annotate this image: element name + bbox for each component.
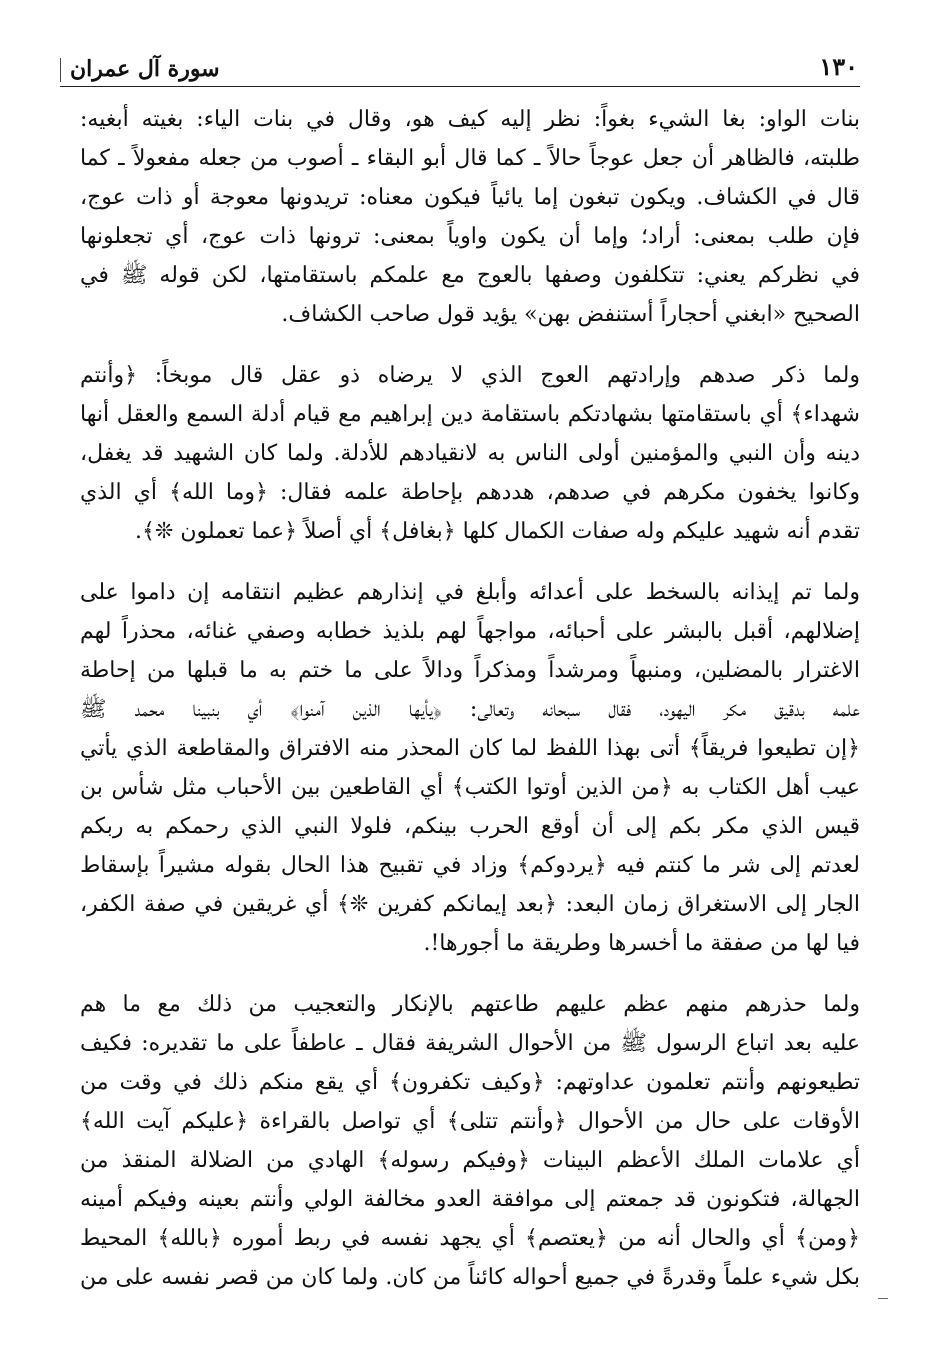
text-line: الصحيح «ابغني أحجاراً أستنفض بهن» يؤيد قول صاحب الكشاف. (281, 302, 860, 327)
text-line: أي علامات الملك الأعظم البينات ﴿وفيكم رسوله﴾ الهادي من الضلالة المنقذ من (80, 1148, 860, 1173)
text-line: ولما حذرهم منهم عظم عليهم طاعتهم بالإنكار والتعجيب من ذلك مع ما هم (80, 992, 860, 1017)
text-line: الجهالة، فتكونون قد جمعتم إلى موافقة العدو مخالفة الولي وأنتم بعينه وفيكم أمينه (80, 1187, 860, 1212)
text-line: الأوقات على حال من الأحوال ﴿وأنتم تتلى﴾ أي تواصل بالقراءة ﴿عليكم آيت الله﴾ (80, 1109, 860, 1134)
text-line: ولما تم إيذانه بالسخط على أعدائه وأبلغ في إنذارهم عظيم انتقامه إن داموا على (80, 580, 860, 605)
header-tick (60, 58, 61, 82)
text-line: قال في الكشاف. ويكون تبغون إما يائياً فيكون معناه: تريدونها معوجة أو ذات عوج، (80, 185, 860, 210)
text-line: إضلالهم، أقبل بالبشر على أحبائه، مواجهاً لهم بلذيذ خطابه وصفي غنائه، محذراً لهم (80, 619, 860, 644)
text-line: تطيعونهم وأنتم تعلمون عداوتهم: ﴿وكيف تكفرون﴾ أي يقع منكم ذلك في وقت من (80, 1070, 860, 1095)
text-line: طلبته، فالظاهر أن جعل عوجاً حالاً ـ كما قال أبو البقاء ـ أصوب من جعله مفعولاً ـ كما (80, 146, 860, 171)
text-line: في نظركم يعني: تتكلفون وصفها بالعوج مع علمكم باستقامتها، لكن قوله ﷺ في (80, 263, 860, 288)
paragraph-4 (80, 985, 860, 1297)
text-line: دينه وأن النبي والمؤمنين أولى الناس به لانقيادهم للأدلة. ولما كان الشهيد قد يغفل، (80, 441, 860, 466)
text-line: بنات الواو: بغا الشيء بغواً: نظر إليه كيف هو، وقال في بنات الياء: بغيته أبغيه: (80, 107, 860, 132)
text-line: قيس الذي مكر بكم إلى أن أوقع الحرب بينكم، فلولا النبي الذي رحمكم به ربكم (80, 814, 860, 839)
paragraph-1 (80, 100, 860, 334)
text-line: لعدتم إلى شر ما كنتم فيه ﴿يردوكم﴾ وزاد في تقبيح هذا الحال بقوله مشيراً بإسقاط (80, 853, 860, 878)
text-line: ﴿إن تطيعوا فريقاً﴾ أتى بهذا اللفظ لما كان المحذر منه الافتراق والمقاطعة الذي يأتي (80, 736, 860, 761)
page-header (60, 48, 860, 88)
margin-mark (878, 1298, 888, 1299)
text-line: وكانوا يخفون مكرهم في صدهم، هددهم بإحاطة علمه فقال: ﴿وما الله﴾ أي الذي (80, 480, 860, 505)
paragraph-2 (80, 356, 860, 551)
text-line: عيب أهل الكتاب به ﴿من الذين أوتوا الكتب﴾ أي القاطعين بين الأحباب مثل شأس بن (80, 775, 860, 800)
paragraph-3 (80, 573, 860, 963)
surah-title: سورة آل عمران (70, 56, 220, 82)
page-body (80, 100, 860, 1319)
text-line: ﴿ومن﴾ أي والحال أنه من ﴿يعتصم﴾ أي يجهد نفسه في ربط أموره ﴿بالله﴾ المحيط (80, 1226, 860, 1251)
text-line: بكل شيء علماً وقدرةً في جميع أحواله كائناً من كان. ولما كان من قصر نفسه على من (80, 1265, 860, 1290)
text-line: فإن طلب بمعنى: أراد؛ وإما أن يكون واوياً بمعنى: ترونها ذات عوج، أي تجعلونها (80, 224, 860, 249)
text-line: الاغترار بالمضلين، ومنبهاً ومرشداً ومذكراً ودالاً على ما ختم به ما قبلها من إحاطة (80, 658, 860, 683)
text-line: ولما ذكر صدهم وإرادتهم العوج الذي لا يرضاه ذو عقل قال موبخاً: ﴿وأنتم (80, 363, 860, 388)
text-line: شهداء﴾ أي باستقامتها بشهادتكم باستقامة دين إبراهيم مع قيام أدلة السمع والعقل أنها (80, 402, 860, 427)
text-line: فيا لها من صفقة ما أخسرها وطريقة ما أجورها!. (423, 931, 860, 956)
text-line: عليه بعد اتباع الرسول ﷺ من الأحوال الشريفة فقال ـ عاطفاً على ما تقديره: فكيف (80, 1031, 860, 1056)
header-rule (60, 86, 860, 87)
text-line: علمه بدقيق مكر اليهود، فقال سبحانه وتعالى: ﴿يأيها الذين آمنوا﴾ أي بنبينا محمد ﷺ (80, 697, 860, 722)
page-number: ١٣٠ (819, 52, 858, 81)
text-line: الجار إلى الاستغراق زمان البعد: ﴿بعد إيمانكم كفرين ❊﴾ أي غريقين في صفة الكفر، (80, 892, 860, 917)
text-line: تقدم أنه شهيد عليكم وله صفات الكمال كلها ﴿بغافل﴾ أي أصلاً ﴿عما تعملون ❊﴾. (135, 519, 860, 544)
